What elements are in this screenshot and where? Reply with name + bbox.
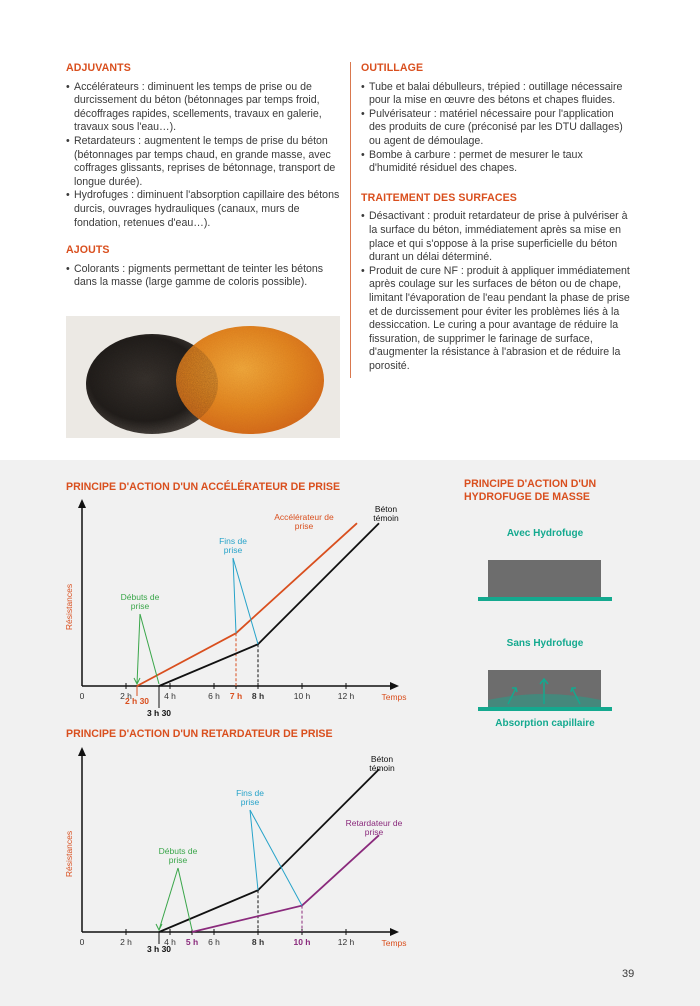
x-tick-label: 6 h (208, 937, 220, 947)
series-label: Retardateur de prise (345, 818, 403, 837)
x-tick-label: 10 h (293, 937, 311, 947)
y-axis-arrow-icon (78, 499, 86, 508)
with-hydrofuge-diagram (472, 556, 618, 606)
list-item: • Bombe à carbure : permet de mesurer le taux d'humidité résiduel des chapes. (361, 149, 633, 176)
list-item: • Accélérateurs : diminuent les temps de prise ou de durcissement du béton (bétonnages par temps froid, décoffrages rapides, scellements, travaux en galerie, travaux sous l'eau…). (66, 81, 344, 135)
x-axis-label: Temps (381, 938, 407, 948)
x-axis-arrow-icon (390, 682, 399, 690)
x-tick-label: 10 h (293, 691, 311, 701)
debut-prise-pointer (140, 614, 159, 684)
y-axis-label: Résistances (64, 830, 74, 878)
list-item: • Désactivant : produit retardateur de prise à pulvériser à la surface du béton, immédiatement après sa mise en place et qui s'oppose à la prise superficielle du béton durant un délai déterminé. (361, 210, 633, 264)
list-item: • Tube et balai débulleurs, trépied : outillage nécessaire pour la mise en œuvre des bétons et chapes fluides. (361, 81, 633, 108)
x-tick-label: 8 h (251, 691, 265, 701)
left-column (66, 62, 344, 302)
x-tick-label: 12 h (337, 937, 355, 947)
outillage-list (361, 81, 633, 176)
sub-tick-label: 3 h 30 (146, 708, 172, 718)
x-tick-label: 7 h (229, 691, 243, 701)
water-layer-icon (478, 597, 612, 601)
series-line (159, 523, 379, 686)
x-tick-label: 4 h (164, 937, 176, 947)
outillage-heading: OUTILLAGE (361, 62, 424, 74)
list-item: • Hydrofuges : diminuent l'absorption capillaire des bétons durcis, ouvrages hydrauliques (canaux, murs de fondation, retenues d'eau…). (66, 189, 344, 230)
water-layer-icon (478, 707, 612, 711)
x-tick-label: 12 h (337, 691, 355, 701)
accelerator-chart-title: PRINCIPE D'ACTION D'UN ACCÉLÉRATEUR DE PRISE (66, 481, 341, 493)
debut-prise-label: Débuts de prise (158, 846, 198, 865)
x-tick-label: 2 h (120, 691, 132, 701)
list-item: • Retardateurs : augmentent le temps de prise du béton (bétonnages par temps chaud, en grande masse, avec coffrages glissants, reprises de bétonnage, transport de longue durée). (66, 135, 344, 189)
series-label: Béton témoin (373, 504, 399, 523)
x-tick-label: 6 h (208, 691, 220, 701)
without-hydrofuge-diagram (472, 666, 618, 716)
sub-tick-label: 2 h 30 (124, 696, 150, 706)
x-tick-label: 5 h (185, 937, 199, 947)
fin-prise-label: Fins de prise (236, 788, 264, 807)
debut-prise-label: Débuts de prise (120, 592, 160, 611)
x-tick-label: 8 h (251, 937, 265, 947)
ajouts-list (66, 263, 344, 290)
list-item: • Produit de cure NF : produit à appliquer immédiatement après coulage sur les surfaces de béton ou de chape, limitant l'évaporation de l'eau pendant la phase de prise et de durcissement pour éviter les problèmes liés à la dessiccation. Le curing a pour avantage de réduire la fissuration, de supprimer le farinage de surface, d'augmenter la résistance à l'abrasion et de réduire la porosité. (361, 265, 633, 374)
sub-tick-label: 3 h 30 (146, 944, 172, 954)
accelerator-chart (0, 490, 440, 730)
x-tick-label: 2 h (120, 937, 132, 947)
retarder-chart-title: PRINCIPE D'ACTION D'UN RETARDATEUR DE PRISE (66, 728, 333, 740)
adjuvants-heading: ADJUVANTS (66, 62, 131, 74)
concrete-block-icon (488, 560, 601, 598)
column-divider (350, 62, 351, 378)
x-axis-label: Temps (381, 692, 407, 702)
x-tick-label: 4 h (164, 691, 176, 701)
page-number: 39 (622, 968, 635, 980)
x-tick-label: 0 (79, 937, 85, 947)
debut-prise-pointer (137, 614, 140, 684)
pigment-photo (66, 316, 340, 438)
ajouts-heading: AJOUTS (66, 244, 110, 257)
x-tick-label: 0 (79, 691, 85, 701)
list-item: • Pulvérisateur : matériel nécessaire pour l'application des produits de cure (préconisé par les DTU dallages) ou agent de démoulage. (361, 108, 633, 149)
fin-prise-pointer (233, 558, 236, 633)
y-axis-label: Résistances (64, 583, 74, 631)
hydrofuge-title: PRINCIPE D'ACTION D'UN HYDROFUGE DE MASSE (464, 478, 597, 503)
list-item: • Colorants : pigments permettant de teinter les bétons dans la masse (large gamme de coloris possible). (66, 263, 344, 290)
without-hydrofuge-label: Sans Hydrofuge (506, 638, 584, 649)
fin-prise-label: Fins de prise (219, 536, 247, 555)
x-axis-arrow-icon (390, 928, 399, 936)
with-hydrofuge-label: Avec Hydrofuge (506, 528, 584, 539)
adjuvants-list (66, 81, 344, 231)
fin-prise-pointer (233, 558, 258, 644)
debut-prise-pointer (159, 868, 178, 930)
traitement-heading: TRAITEMENT DES SURFACES (361, 191, 517, 204)
absorption-label: Absorption capillaire (495, 718, 595, 729)
retarder-chart (0, 738, 440, 978)
series-label: Béton témoin (369, 754, 395, 773)
traitement-list (361, 210, 633, 373)
y-axis-arrow-icon (78, 747, 86, 756)
series-label: Accélérateur de prise (274, 512, 334, 531)
right-column (361, 62, 633, 385)
series-line (192, 835, 379, 932)
debut-arrow-icon (156, 924, 162, 930)
